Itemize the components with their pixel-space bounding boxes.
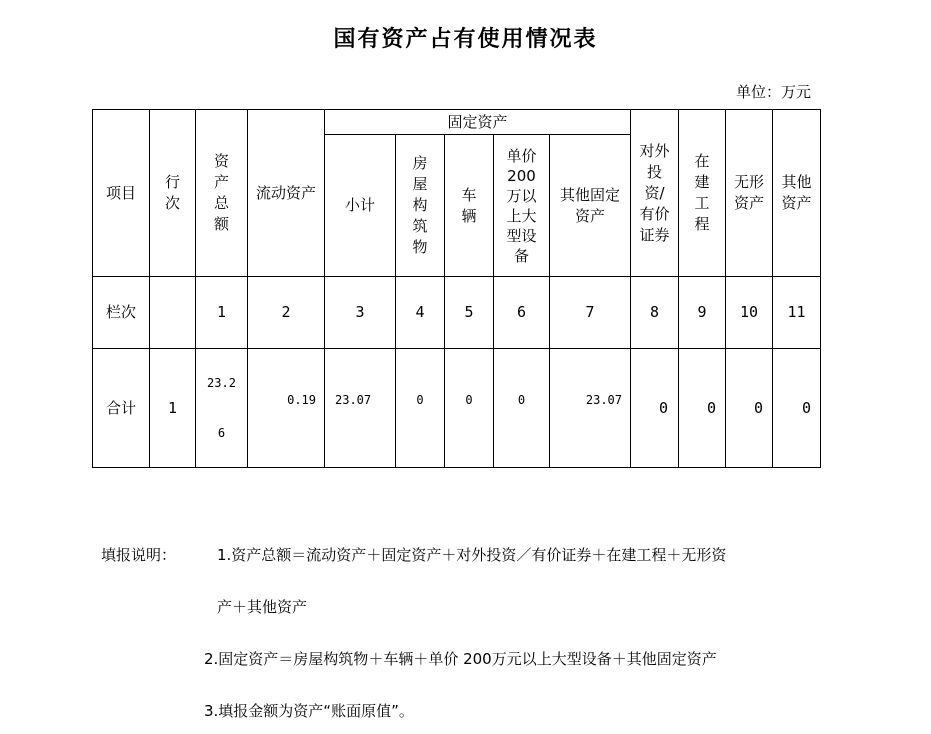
total-line-no: 1 (150, 349, 196, 468)
seq-number: 4 (396, 277, 445, 349)
subtotal-value: 23.07 (325, 349, 396, 468)
note-item-1-line-1: 1.资产总额＝流动资产＋固定资产＋对外投资／有价证券＋在建工程＋无形资 (217, 546, 727, 564)
note-item-1-line-2: 产＋其他资产 (217, 598, 308, 616)
header-current-assets: 流动资产 (248, 110, 325, 277)
unit-label: 单位：万元 (735, 83, 811, 101)
construction-value: 0 (679, 349, 726, 468)
note-item-2: 2.固定资产＝房屋构筑物＋车辆＋单价 200万元以上大型设备＋其他固定资产 (204, 650, 717, 668)
seq-empty (150, 277, 196, 349)
header-total-assets: 资产总额 (196, 110, 248, 277)
header-project: 项目 (93, 110, 150, 277)
total-assets-value: 23.26 (196, 349, 248, 468)
seq-number: 9 (679, 277, 726, 349)
total-row (93, 349, 821, 468)
header-vehicles: 车辆 (445, 135, 494, 277)
seq-number: 8 (631, 277, 679, 349)
header-fixed-assets-group: 固定资产 (325, 110, 631, 135)
header-large-equipment: 单价200万以上大型设备 (494, 135, 550, 277)
seq-number: 1 (196, 277, 248, 349)
investment-value: 0 (631, 349, 679, 468)
seq-number: 2 (248, 277, 325, 349)
seq-number: 10 (726, 277, 773, 349)
asset-table (92, 109, 821, 468)
buildings-value: 0 (396, 349, 445, 468)
page-title: 国有资产占有使用情况表 (333, 27, 598, 52)
header-row-1 (93, 110, 821, 135)
intangible-value: 0 (726, 349, 773, 468)
large-equipment-value: 0 (494, 349, 550, 468)
seq-row (93, 277, 821, 349)
notes-label: 填报说明： (101, 546, 177, 564)
header-investment: 对外投资/有价证券 (631, 110, 679, 277)
header-intangible: 无形资产 (726, 110, 773, 277)
other-assets-value: 0 (773, 349, 821, 468)
header-subtotal: 小计 (325, 135, 396, 277)
seq-number: 11 (773, 277, 821, 349)
current-assets-value: 0.19 (248, 349, 325, 468)
header-line-no: 行次 (150, 110, 196, 277)
seq-number: 5 (445, 277, 494, 349)
seq-number: 7 (550, 277, 631, 349)
vehicles-value: 0 (445, 349, 494, 468)
note-item-3: 3.填报金额为资产“账面原值”。 (204, 702, 414, 720)
header-other-assets: 其他资产 (773, 110, 821, 277)
header-construction: 在建工程 (679, 110, 726, 277)
other-fixed-value: 23.07 (550, 349, 631, 468)
seq-number: 6 (494, 277, 550, 349)
seq-label: 栏次 (93, 277, 150, 349)
seq-number: 3 (325, 277, 396, 349)
header-buildings: 房屋构筑物 (396, 135, 445, 277)
total-label: 合计 (93, 349, 150, 468)
header-other-fixed: 其他固定资产 (550, 135, 631, 277)
